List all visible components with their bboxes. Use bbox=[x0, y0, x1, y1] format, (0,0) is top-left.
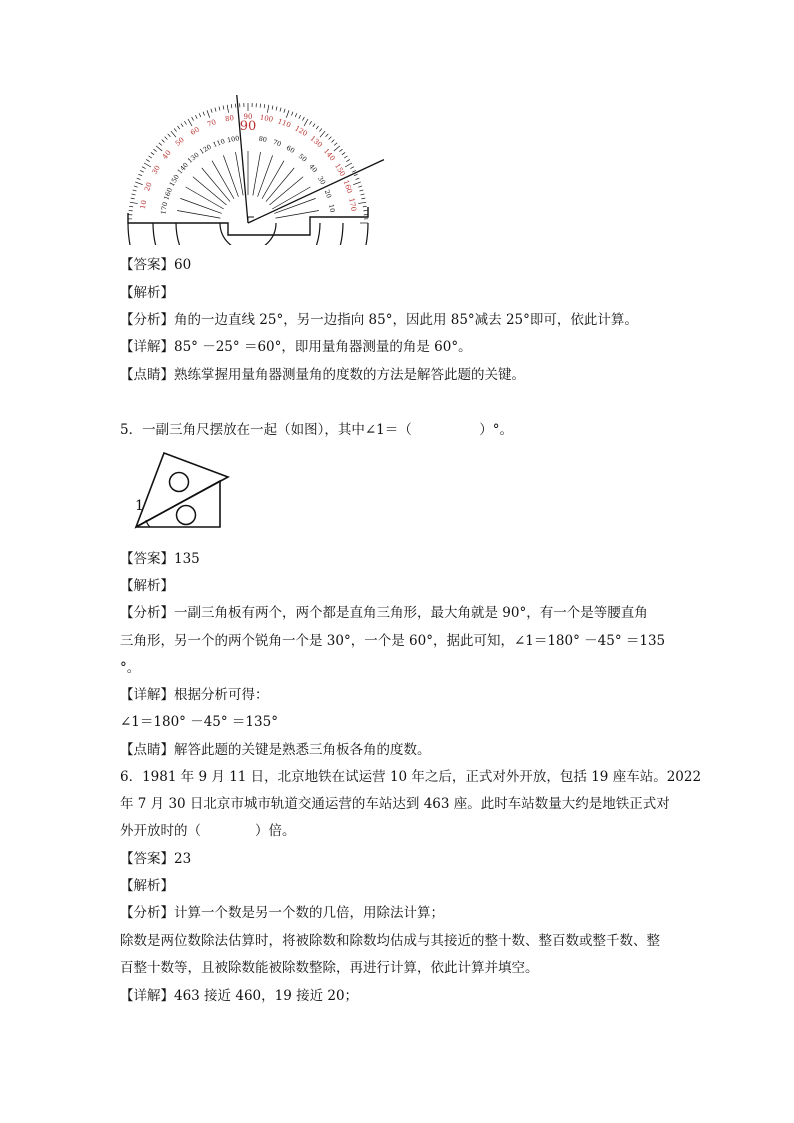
q5-fenxi-line3: °。 bbox=[120, 660, 141, 676]
scale-tick bbox=[358, 202, 366, 203]
scale-tick bbox=[149, 156, 152, 158]
inner-scale-label: 160 bbox=[162, 186, 175, 202]
scale-tick bbox=[223, 106, 224, 110]
q6-question-line1: 6．1981 年 9 月 11 日，北京地铁在试运营 10 年之后，正式对外开放，包括 19 座车站。2022 bbox=[120, 769, 702, 785]
answer-tag: 【答案】 bbox=[120, 851, 174, 867]
scale-tick bbox=[284, 109, 285, 113]
scale-tick bbox=[356, 178, 360, 179]
scale-tick bbox=[313, 124, 315, 127]
outer-scale-label: 140 bbox=[321, 147, 337, 163]
outer-scale-label: 120 bbox=[293, 124, 309, 139]
scale-tick bbox=[211, 109, 212, 113]
inner-scale-label: 40 bbox=[307, 162, 319, 175]
q5-analysis-heading bbox=[120, 577, 174, 595]
scale-tick bbox=[174, 128, 176, 131]
xiangjie-text: 根据分析可得： bbox=[174, 687, 269, 703]
scale-tick bbox=[227, 105, 228, 113]
scale-tick bbox=[319, 128, 321, 131]
inner-scale-label: 30 bbox=[316, 174, 328, 187]
dianjing-tag: 【点睛】 bbox=[120, 742, 174, 758]
outer-scale-label: 10 bbox=[138, 199, 149, 210]
scale-tick bbox=[326, 134, 329, 137]
q5-xiangjie-line bbox=[120, 686, 269, 704]
inner-scale-label: 10 bbox=[327, 203, 337, 214]
scale-tick bbox=[130, 202, 138, 203]
scale-tick bbox=[358, 186, 362, 187]
scale-tick bbox=[272, 106, 273, 110]
q4-answer-line bbox=[120, 256, 191, 274]
ruler-hole-top bbox=[170, 473, 189, 492]
radial-line bbox=[180, 198, 221, 213]
scale-tick bbox=[159, 143, 162, 146]
answer-value: 135 bbox=[174, 551, 200, 567]
scale-tick bbox=[153, 149, 156, 151]
outer-scale-label: 150 bbox=[332, 162, 347, 178]
scale-tick bbox=[361, 194, 365, 195]
scale-tick bbox=[334, 146, 340, 151]
q6-explain-line2: 百整十数等，且被除数能被除数整除，再进行计算，依此计算并填空。 bbox=[120, 960, 539, 976]
analysis-tag: 【解析】 bbox=[120, 878, 174, 894]
scale-tick bbox=[345, 163, 352, 167]
scale-tick bbox=[342, 152, 345, 154]
scale-tick bbox=[138, 174, 142, 176]
q4-dianjing-line bbox=[120, 366, 525, 384]
scale-tick bbox=[339, 149, 342, 151]
q5-fenxi-line1 bbox=[120, 604, 648, 622]
q5-answer-line bbox=[120, 550, 200, 568]
scale-tick bbox=[352, 170, 356, 172]
xiangjie-tag: 【详解】 bbox=[120, 339, 174, 355]
scale-tick bbox=[144, 163, 151, 167]
outer-scale-label: 130 bbox=[308, 134, 324, 150]
analysis-tag: 【解析】 bbox=[120, 285, 174, 301]
scale-tick bbox=[195, 115, 197, 119]
scale-tick bbox=[219, 107, 220, 111]
scale-tick bbox=[188, 119, 192, 126]
q6-fenxi-line bbox=[120, 904, 444, 922]
inner-scale-label: 80 bbox=[257, 134, 268, 144]
scale-tick bbox=[135, 182, 143, 185]
scale-tick bbox=[162, 140, 165, 143]
scale-tick bbox=[168, 134, 171, 137]
scale-tick bbox=[192, 117, 194, 121]
scale-tick bbox=[286, 110, 289, 118]
triangle-ruler-30-60 bbox=[136, 453, 228, 527]
inner-scale-label: 20 bbox=[322, 188, 334, 200]
scale-tick bbox=[316, 126, 318, 129]
scale-tick bbox=[346, 159, 349, 161]
scale-tick bbox=[133, 190, 137, 191]
scale-tick bbox=[363, 206, 367, 207]
protractor-drawing bbox=[128, 95, 384, 245]
scale-tick bbox=[203, 112, 204, 116]
scale-tick bbox=[171, 131, 176, 137]
q6-xiangjie-line bbox=[120, 987, 358, 1005]
answer-tag: 【答案】 bbox=[120, 257, 174, 273]
dianjing-tag: 【点睛】 bbox=[120, 367, 174, 383]
radial-line bbox=[258, 155, 273, 196]
scale-tick bbox=[361, 198, 365, 199]
protractor-arc-1 bbox=[153, 223, 343, 245]
scale-tick bbox=[320, 131, 325, 137]
scale-tick bbox=[131, 198, 135, 199]
radial-line bbox=[253, 152, 261, 195]
inner-scale-label: 50 bbox=[296, 152, 309, 164]
scale-tick bbox=[177, 126, 179, 129]
outer-scale-label: 80 bbox=[224, 113, 235, 124]
fenxi-tag: 【分析】 bbox=[120, 312, 174, 328]
q5-calc-line: ∠1＝180° －45° ＝135° bbox=[120, 714, 278, 730]
fenxi-text: 角的一边直线 25°，另一边指向 85°，因此用 85°减去 25°即可，依此计算。 bbox=[174, 312, 638, 328]
answer-tag: 【答案】 bbox=[120, 551, 174, 567]
dianjing-text: 熟练掌握用量角器测量角的度数的方法是解答此题的关键。 bbox=[174, 367, 525, 383]
radial-line bbox=[177, 210, 220, 218]
scale-tick bbox=[354, 174, 358, 176]
q6-question-line3: 外开放时的（ ）倍。 bbox=[120, 823, 296, 839]
q5-fenxi-line2: 三角形，另一个的两个锐角一个是 30°，一个是 60°，据此可知，∠1＝180° －45° ＝135 bbox=[120, 633, 666, 649]
inner-scale-label: 170 bbox=[159, 201, 170, 216]
scale-tick bbox=[360, 190, 364, 191]
scale-tick bbox=[304, 119, 308, 126]
inner-scale-label: 70 bbox=[271, 137, 283, 149]
scale-tick bbox=[137, 178, 141, 179]
q4-fenxi-line bbox=[120, 311, 638, 329]
inner-scale-label: 130 bbox=[186, 150, 201, 165]
outer-scale-label: 100 bbox=[259, 113, 274, 124]
q5-question: 5．一副三角尺摆放在一起（如图），其中∠1＝（ ）°。 bbox=[120, 422, 513, 438]
scale-tick bbox=[302, 117, 304, 121]
scale-tick bbox=[151, 152, 154, 154]
outer-scale-label: 70 bbox=[206, 118, 218, 129]
scale-tick bbox=[142, 167, 146, 169]
q6-analysis-heading bbox=[120, 877, 174, 895]
scale-tick bbox=[140, 170, 144, 172]
scale-tick bbox=[350, 167, 354, 169]
scale-tick bbox=[353, 182, 361, 185]
scale-tick bbox=[231, 104, 232, 108]
inner-scale-label: 100 bbox=[226, 134, 241, 145]
outer-scale-label: 30 bbox=[150, 164, 162, 176]
scale-tick bbox=[132, 194, 136, 195]
q6-answer-line bbox=[120, 850, 191, 868]
scale-tick bbox=[299, 115, 301, 119]
inner-scale-label: 60 bbox=[284, 143, 297, 155]
scale-tick bbox=[156, 146, 162, 151]
inner-scale-label: 140 bbox=[175, 161, 190, 176]
inner-scale-label: 150 bbox=[167, 173, 181, 188]
protractor-arc-0 bbox=[128, 223, 368, 245]
scale-tick bbox=[334, 143, 337, 146]
scale-tick bbox=[134, 186, 138, 187]
scale-tick bbox=[329, 137, 332, 140]
scale-tick bbox=[215, 108, 216, 112]
ruler-hole-bottom bbox=[177, 506, 196, 525]
fenxi-text: 计算一个数是另一个数的几倍，用除法计算； bbox=[174, 905, 444, 921]
protractor-arc-2 bbox=[176, 223, 320, 245]
q5-dianjing-line bbox=[120, 741, 431, 759]
outer-scale-label: 20 bbox=[143, 181, 154, 193]
triangle-ruler-figure bbox=[128, 450, 238, 535]
protractor-figure bbox=[120, 95, 390, 245]
scale-tick bbox=[146, 159, 149, 161]
xiangjie-tag: 【详解】 bbox=[120, 687, 174, 703]
outer-scale-label: 160 bbox=[341, 179, 354, 195]
scale-tick bbox=[295, 113, 297, 117]
scale-tick bbox=[129, 206, 133, 207]
scale-tick bbox=[184, 121, 186, 124]
scale-tick bbox=[165, 137, 168, 140]
outer-scale-label: 50 bbox=[173, 135, 186, 148]
q6-explain-line1: 除数是两位数除法估算时，将被除数和除数均估成与其接近的整十数、整百数或整千数、整 bbox=[120, 933, 660, 949]
center-90-label: 90 bbox=[239, 119, 257, 134]
scale-tick bbox=[291, 112, 292, 116]
fenxi-text: 一副三角板有两个，两个都是直角三角形，最大角就是 90°，有一个是等腰直角 bbox=[174, 605, 648, 621]
scale-tick bbox=[264, 104, 265, 108]
answer-value: 23 bbox=[174, 851, 192, 867]
xiangjie-text: 463 接近 460，19 接近 20； bbox=[174, 988, 359, 1004]
outer-scale-label: 60 bbox=[189, 125, 201, 137]
dianjing-text: 解答此题的关键是熟悉三角板各角的度数。 bbox=[174, 742, 431, 758]
scale-tick bbox=[280, 108, 281, 112]
scale-tick bbox=[199, 113, 201, 117]
q4-analysis-heading bbox=[120, 284, 174, 302]
scale-tick bbox=[344, 156, 347, 158]
q4-xiangjie-line bbox=[120, 338, 472, 356]
scale-tick bbox=[331, 140, 334, 143]
angle-1-label: 1 bbox=[135, 498, 144, 514]
outer-scale-label: 40 bbox=[160, 148, 173, 161]
scale-tick bbox=[309, 121, 311, 124]
scale-tick bbox=[267, 105, 268, 113]
xiangjie-text: 85° －25° ＝60°，即用量角器测量的角是 60°。 bbox=[174, 339, 472, 355]
outer-scale-label: 110 bbox=[276, 117, 292, 130]
fenxi-tag: 【分析】 bbox=[120, 605, 174, 621]
scale-tick bbox=[207, 110, 210, 118]
outer-scale-label: 90 bbox=[243, 113, 253, 121]
scale-tick bbox=[181, 124, 183, 127]
radial-line bbox=[223, 155, 238, 196]
answer-value: 60 bbox=[174, 257, 192, 273]
inner-scale-label: 120 bbox=[198, 142, 213, 156]
xiangjie-tag: 【详解】 bbox=[120, 988, 174, 1004]
analysis-tag: 【解析】 bbox=[120, 578, 174, 594]
fenxi-tag: 【分析】 bbox=[120, 905, 174, 921]
inner-scale-label: 110 bbox=[211, 137, 227, 150]
outer-scale-label: 170 bbox=[347, 197, 358, 212]
scale-tick bbox=[276, 107, 277, 111]
q6-question-line2: 年 7 月 30 日北京市城市轨道交通运营的车站达到 463 座。此时车站数量大约是地铁正式对 bbox=[120, 796, 670, 812]
